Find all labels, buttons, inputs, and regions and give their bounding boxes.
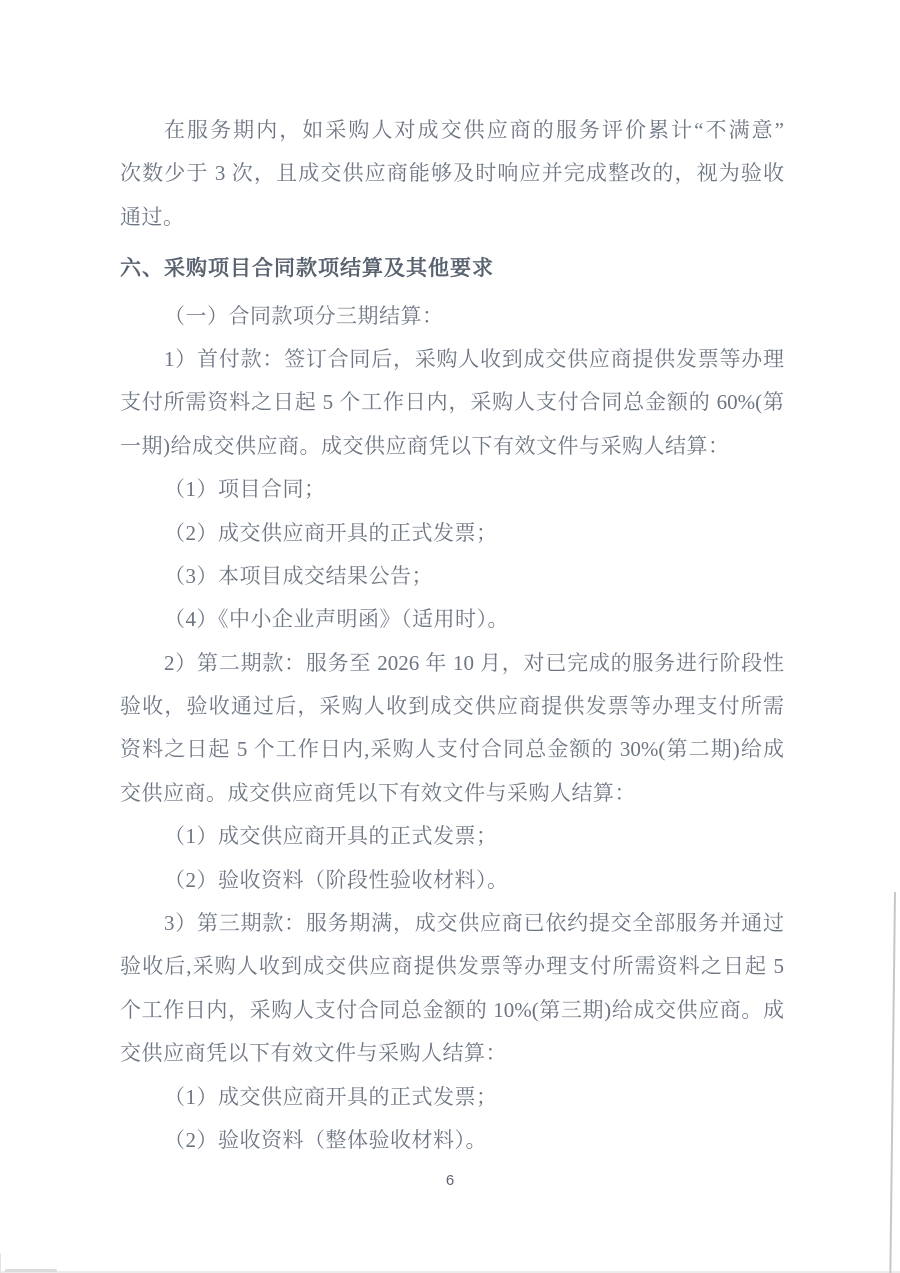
text-line: （1）成交供应商开具的正式发票；: [164, 824, 498, 849]
text-line: 个工作日内，采购人支付合同总金额的 10%(第三期)给成交供应商。成: [120, 997, 784, 1022]
text-line: （一）合同款项分三期结算：: [164, 303, 444, 328]
text-line: 通过。: [120, 204, 185, 229]
text-line: （1）项目合同；: [164, 477, 326, 502]
text-line: 验收后,采购人收到成交供应商提供发票等办理支付所需资料之日起 5: [120, 954, 784, 979]
text-line: 支付所需资料之日起 5 个工作日内，采购人支付合同总金额的 60%(第: [120, 390, 784, 415]
text-line: 一期)给成交供应商。成交供应商凭以下有效文件与采购人结算：: [120, 433, 730, 458]
scan-artifact-bottom-left: [5, 1269, 57, 1272]
text-line: 3）第三期款：服务期满，成交供应商已依约提交全部服务并通过: [164, 911, 784, 936]
text-line: （2）验收资料（整体验收材料）。: [164, 1127, 487, 1152]
text-line: 2）第二期款：服务至 2026 年 10 月，对已完成的服务进行阶段性: [164, 650, 784, 675]
document-body: [120, 109, 784, 1162]
text-line: （2）成交供应商开具的正式发票；: [164, 520, 498, 545]
page-number: 6: [445, 1172, 455, 1189]
text-line: 资料之日起 5 个工作日内,采购人支付合同总金额的 30%(第二期)给成: [120, 737, 784, 762]
text-line: 1）首付款：签订合同后，采购人收到成交供应商提供发票等办理: [164, 346, 784, 371]
text-line: （1）成交供应商开具的正式发票；: [164, 1084, 498, 1109]
text-line: 次数少于 3 次，且成交供应商能够及时响应并完成整改的，视为验收: [120, 161, 784, 186]
text-line: （2）验收资料（阶段性验收材料）。: [164, 867, 509, 892]
section-heading: 六、采购项目合同款项结算及其他要求: [120, 256, 494, 281]
text-line: 交供应商凭以下有效文件与采购人结算：: [120, 1041, 507, 1066]
text-line: （4）《中小企业声明函》（适用时）。: [164, 607, 509, 632]
text-line: 在服务期内，如采购人对成交供应商的服务评价累计“不满意”: [164, 118, 784, 142]
text-line: 验收，验收通过后，采购人收到成交供应商提供发票等办理支付所需: [120, 694, 784, 719]
scan-artifact-right-edge: [889, 892, 896, 1273]
text-line: 交供应商。成交供应商凭以下有效文件与采购人结算：: [120, 780, 636, 805]
scan-artifact-left-edge: [0, 1253, 1, 1273]
text-line: （3）本项目成交结果公告；: [164, 563, 433, 588]
